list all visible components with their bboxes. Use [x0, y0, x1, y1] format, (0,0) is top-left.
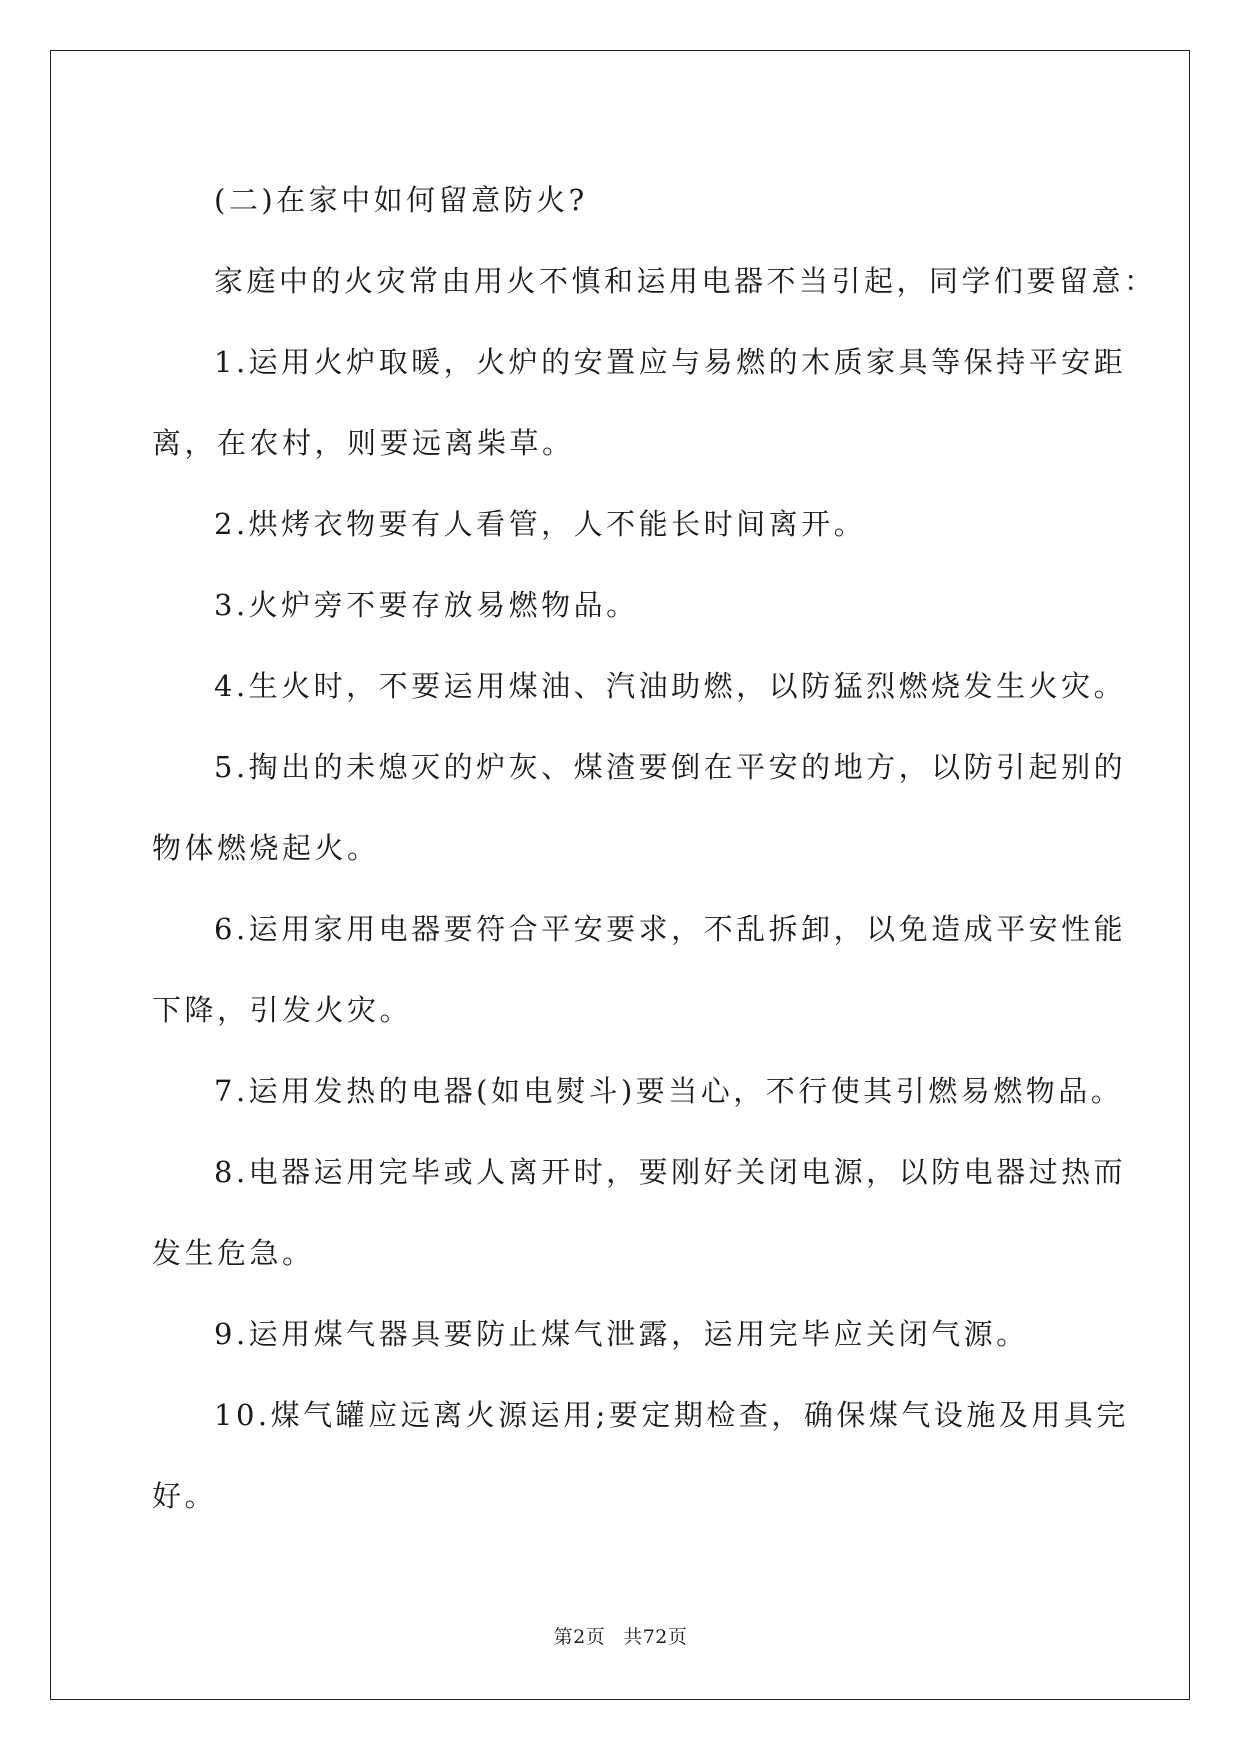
list-item-line: 5.掏出的未熄灭的炉灰、煤渣要倒在平安的地方，以防引起别的 [214, 750, 1127, 784]
page-footer [0, 1622, 1241, 1649]
list-item-continuation: 物体燃烧起火。 [152, 831, 380, 865]
list-item [152, 322, 1127, 484]
intro-paragraph [152, 241, 1157, 322]
list-item [152, 727, 1127, 889]
list-item-line: 8.电器运用完毕或人离开时，要刚好关闭电源，以防电器过热而 [214, 1155, 1127, 1189]
list-item-line: 6.运用家用电器要符合平安要求，不乱拆卸，以免造成平安性能 [214, 912, 1127, 946]
list-item [152, 646, 1127, 727]
list-item [152, 889, 1127, 1051]
list-item-line: 9.运用煤气器具要防止煤气泄露，运用完毕应关闭气源。 [214, 1317, 1029, 1351]
list-item [152, 1375, 1129, 1537]
list-item-line: 4.生火时，不要运用煤油、汽油助燃，以防猛烈燃烧发生火灾。 [214, 669, 1127, 703]
heading-text: (二)在家中如何留意防火? [214, 183, 588, 217]
list-item-line: 7.运用发热的电器(如电熨斗)要当心，不行使其引燃易燃物品。 [214, 1074, 1124, 1108]
list-item-line: 10.煤气罐应远离火源运用;要定期检查，确保煤气设施及用具完 [214, 1398, 1129, 1432]
intro-text: 家庭中的火灾常由用火不慎和运用电器不当引起，同学们要留意： [214, 264, 1157, 298]
list-item [152, 484, 1092, 565]
list-item-continuation: 离，在农村，则要远离柴草。 [152, 426, 575, 460]
list-item [152, 1051, 1124, 1132]
document-body [152, 160, 1157, 1537]
list-item-line: 1.运用火炉取暖，火炉的安置应与易燃的木质家具等保持平安距 [214, 345, 1127, 379]
list-item-continuation: 好。 [152, 1479, 218, 1513]
list-item-line: 2.烘烤衣物要有人看管，人不能长时间离开。 [214, 507, 867, 541]
list-item-line: 3.火炉旁不要存放易燃物品。 [214, 588, 639, 622]
list-item-continuation: 下降，引发火灾。 [152, 993, 413, 1027]
list-item [152, 565, 1092, 646]
list-item [152, 1294, 1092, 1375]
list-item-continuation: 发生危急。 [152, 1236, 315, 1270]
section-heading [152, 160, 1092, 241]
page-total: 共72页 [623, 1626, 688, 1648]
page-number: 第2页 [553, 1626, 606, 1648]
list-item [152, 1132, 1127, 1294]
